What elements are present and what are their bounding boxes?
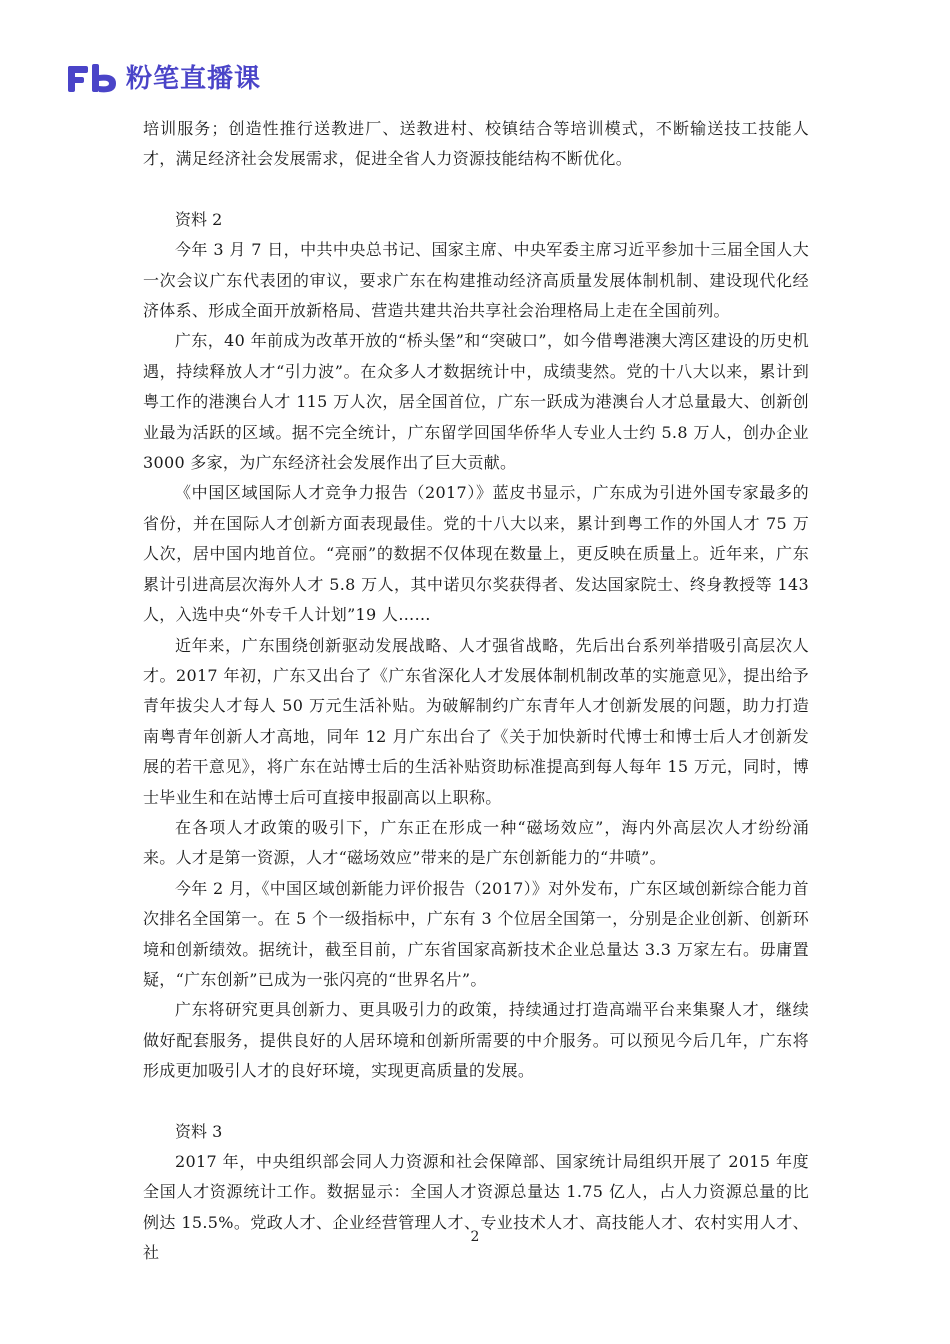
section2-paragraph: 广东，40 年前成为改革开放的“桥头堡”和“突破口”，如今借粤港澳大湾区建设的历史机遇，持续释放人才“引力波”。在众多人才数据统计中，成绩斐然。党的十八大以来，累计到粤工作的港澳台人才 115 万人次，居全国首位，广东一跃成为港澳台人才总量最大、创新创业最为活跃的区域。据不完全统计，广东留学回国华侨华人专业人士约 5.8 万人，创办企业 3000 多家，为广东经济社会发展作出了巨大贡献。 [143,331,809,473]
section2-paragraph: 广东将研究更具创新力、更具吸引力的政策，持续通过打造高端平台来集聚人才，继续做好配套服务，提供良好的人居环境和创新所需要的中介服务。可以预见今后几年，广东将形成更加吸引人才的良好环境，实现更高质量的发展。 [143,1000,809,1081]
section-heading-3: 资料 3 [175,1121,223,1141]
section2-paragraph: 在各项人才政策的吸引下，广东正在形成一种“磁场效应”，海内外高层次人才纷纷涌来。人才是第一资源，人才“磁场效应”带来的是广东创新能力的“井喷”。 [143,817,809,868]
section-spacer [143,175,809,205]
section2-paragraph: 今年 3 月 7 日，中共中央总书记、国家主席、中央军委主席习近平参加十三届全国人大一次会议广东代表团的审议，要求广东在构建推动经济高质量发展体制机制、建设现代化经济体系、形成全面开放新格局、营造共建共治共享社会治理格局上走在全国前列。 [143,240,809,321]
fb-logo-icon [68,64,120,94]
page-number: 2 [470,1229,480,1245]
section-heading-2: 资料 2 [175,209,223,229]
section3-paragraph: 2017 年，中央组织部会同人力资源和社会保障部、国家统计局组织开展了 2015 年度全国人才资源统计工作。数据显示：全国人才资源总量达 1.75 亿人，占人力资源总量的比例达 15.5%。党政人才、企业经营管理人才、专业技术人才、高技能人才、农村实用人才、社 [143,1152,809,1263]
intro-paragraph: 培训服务；创造性推行送教进厂、送教进村、校镇结合等培训模式，不断输送技工技能人才，满足经济社会发展需求，促进全省人力资源技能结构不断优化。 [143,119,809,169]
brand-name: 粉笔直播课 [126,64,262,94]
section2-paragraph: 近年来，广东围绕创新驱动发展战略、人才强省战略，先后出台系列举措吸引高层次人才。2017 年初，广东又出台了《广东省深化人才发展体制机制改革的实施意见》，提出给予青年拔尖人才每人 50 万元生活补贴。为破解制约广东青年人才创新发展的问题，助力打造南粤青年创新人才高地，同年 12 月广东出台了《关于加快新时代博士和博士后人才创新发展的若干意见》，将广东在站博士后的生活补贴资助标准提高到每人每年 15 万元，同时，博士毕业生和在站博士后可直接申报副高以上职称。 [143,635,809,807]
section2-paragraph: 今年 2 月，《中国区域创新能力评价报告（2017）》对外发布，广东区域创新综合能力首次排名全国第一。在 5 个一级指标中，广东有 3 个位居全国第一，分别是企业创新、创新环境和创新绩效。据统计，截至目前，广东省国家高新技术企业总量达 3.3 万家左右。毋庸置疑，“广东创新”已成为一张闪亮的“世界名片”。 [143,878,809,989]
page-header [68,62,261,96]
document-body [143,114,809,1269]
section2-paragraph: 《中国区域国际人才竞争力报告（2017）》蓝皮书显示，广东成为引进外国专家最多的省份，并在国际人才创新方面表现最佳。党的十八大以来，累计到粤工作的外国人才 75 万人次，居中国内地首位。“亮丽”的数据不仅体现在数量上，更反映在质量上。近年来，广东累计引进高层次海外人才 5.8 万人，其中诺贝尔奖获得者、发达国家院士、终身教授等 143 人，入选中央“外专千人计划”19 人…… [143,483,809,625]
section-spacer [143,1087,809,1117]
